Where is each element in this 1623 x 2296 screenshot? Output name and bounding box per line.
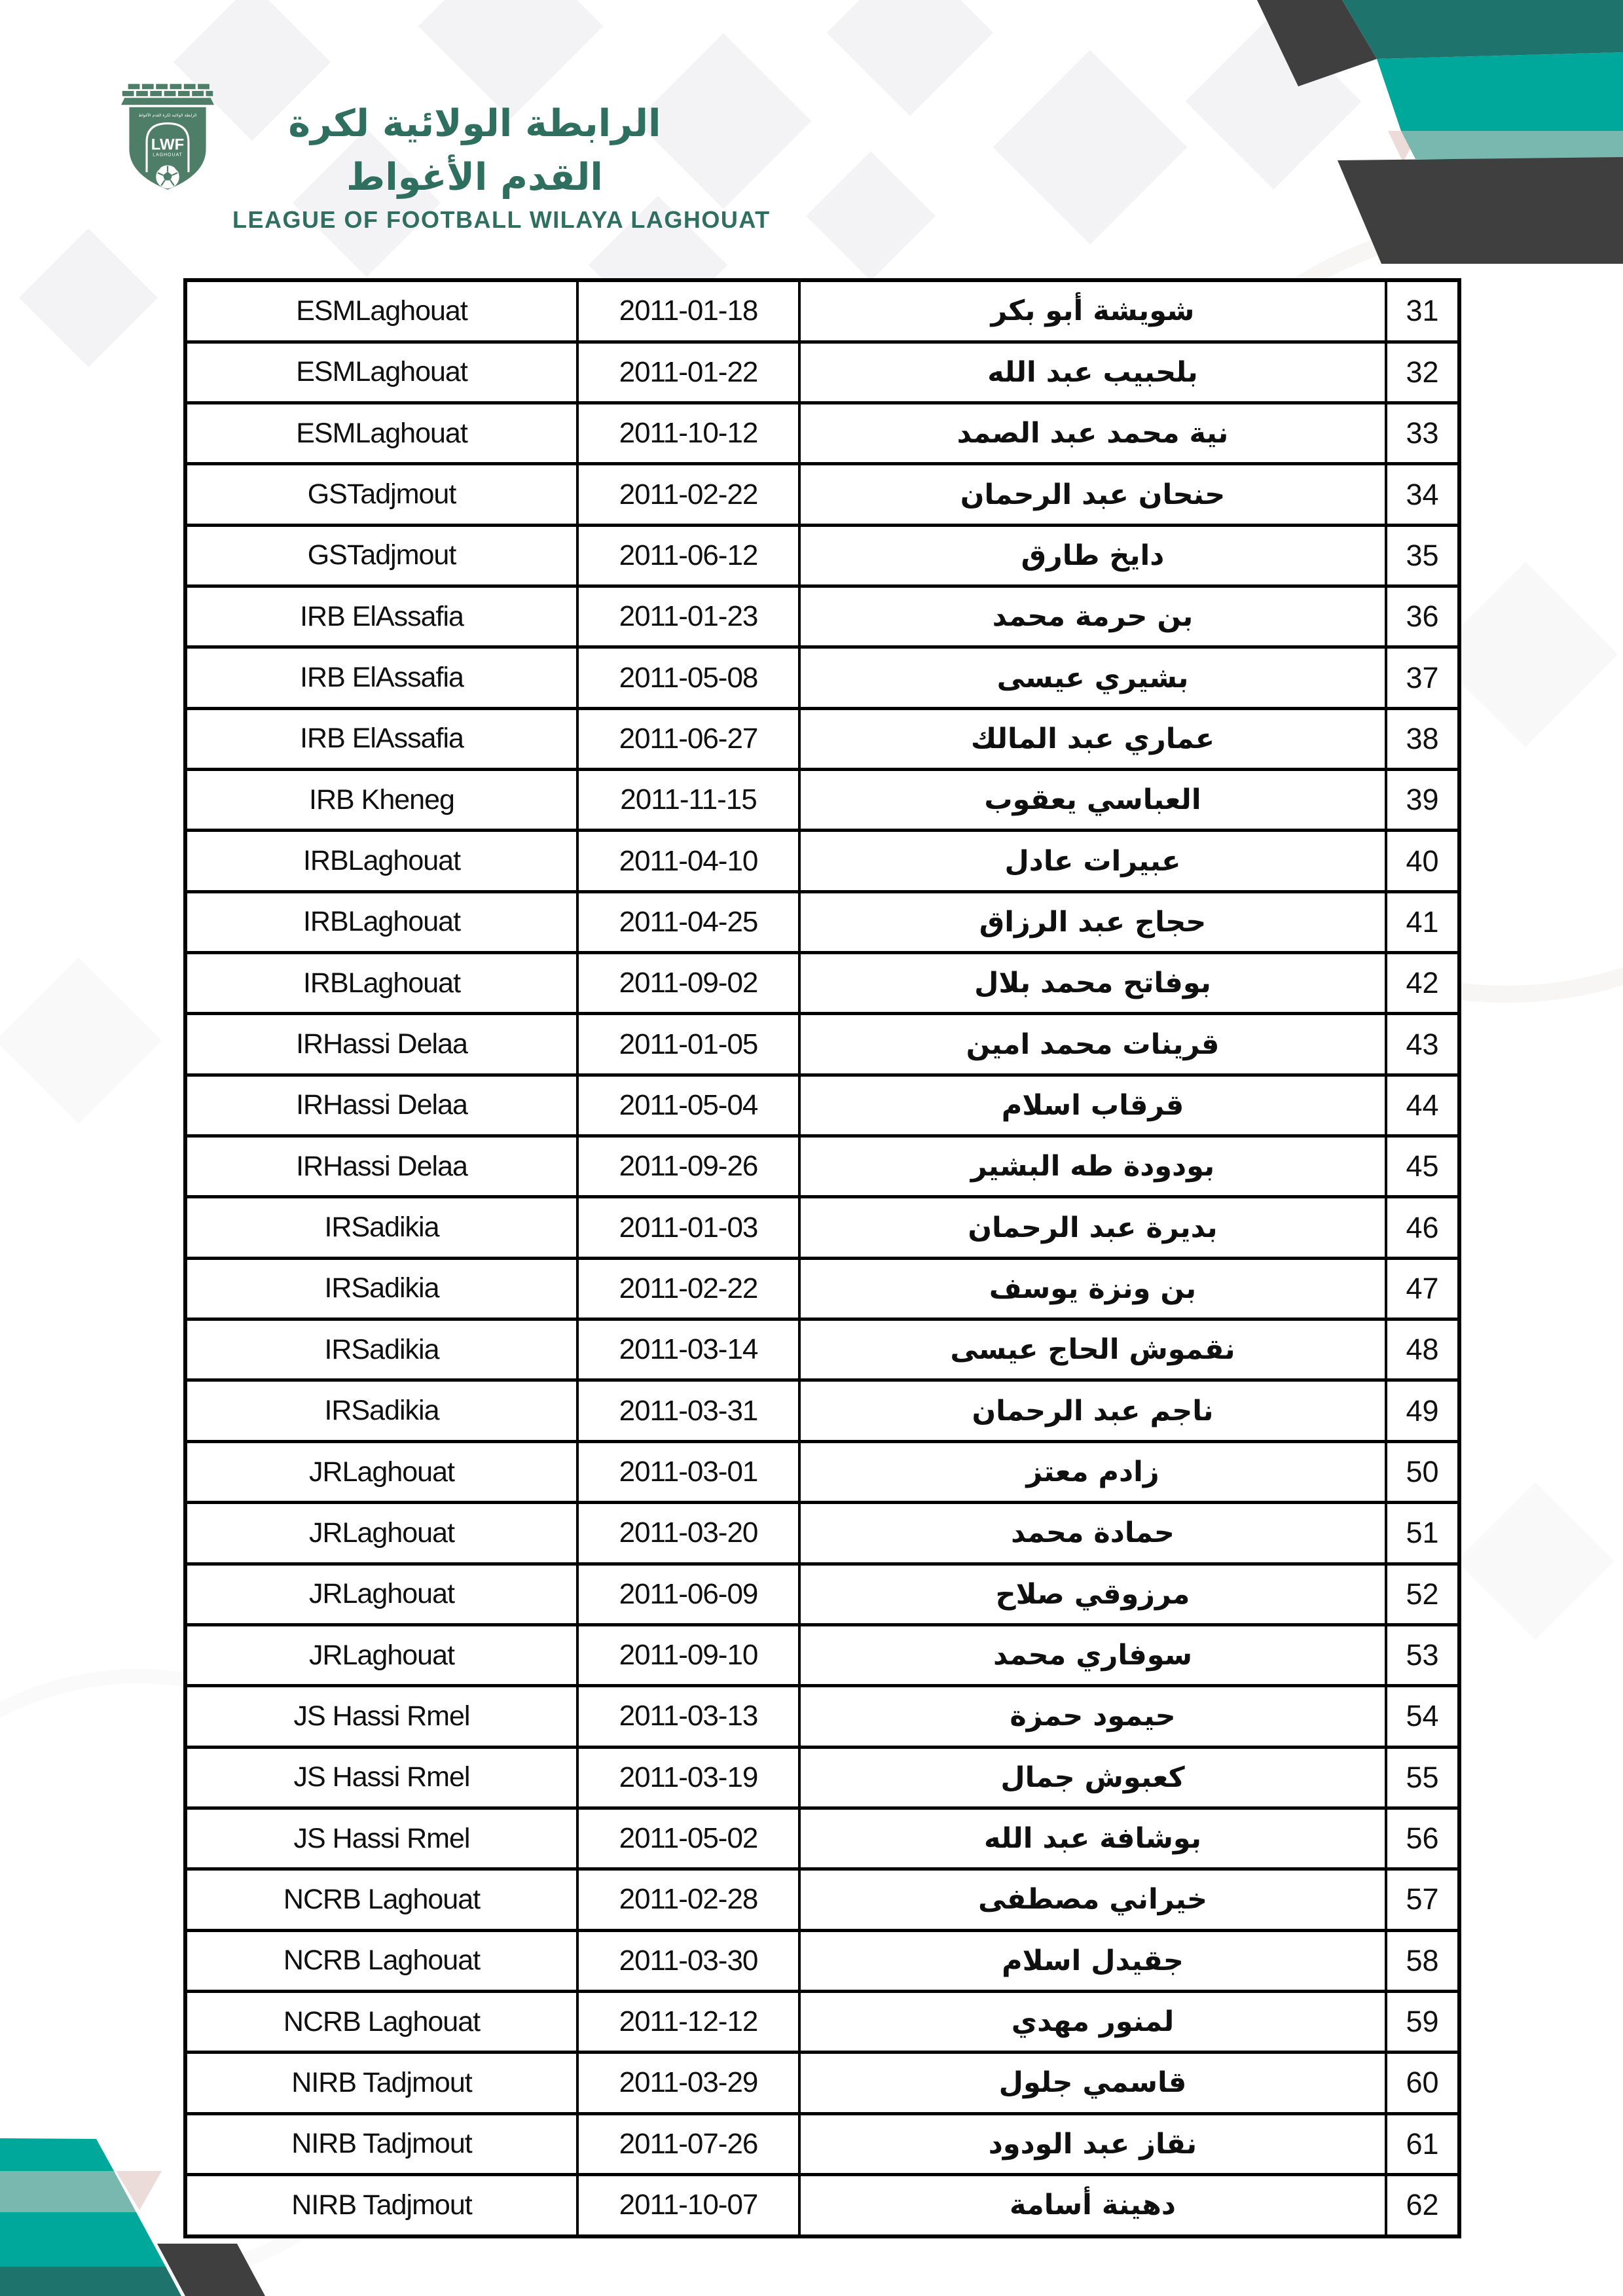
table-row [185,770,1459,831]
cell-number: 62 [1386,2174,1459,2236]
cell-date: 2011-03-01 [577,1441,799,1502]
cell-name: بديرة عبد الرحمان [799,1197,1386,1258]
cell-name: عبيرات عادل [799,831,1386,891]
table-row [185,1136,1459,1197]
cell-name: دهينة أسامة [799,2174,1386,2236]
cell-date: 2011-01-05 [577,1014,799,1075]
cell-club: GSTadjmout [185,525,577,586]
cell-name: حنحان عبد الرحمان [799,464,1386,525]
cell-date: 2011-05-02 [577,1808,799,1869]
cell-date: 2011-01-23 [577,586,799,647]
cell-name: حمادة محمد [799,1503,1386,1564]
cell-club: NCRB Laghouat [185,1869,577,1930]
cell-number: 34 [1386,464,1459,525]
cell-number: 36 [1386,586,1459,647]
cell-number: 43 [1386,1014,1459,1075]
table-row [185,464,1459,525]
cell-name: بشيري عيسى [799,647,1386,708]
table-row [185,1441,1459,1502]
cell-club: JRLaghouat [185,1564,577,1624]
cell-number: 33 [1386,403,1459,463]
cell-name: لمنور مهدي [799,1991,1386,2052]
cell-number: 47 [1386,1258,1459,1319]
cell-date: 2011-11-15 [577,770,799,831]
cell-date: 2011-03-13 [577,1686,799,1747]
cell-name: بلحبيب عبد الله [799,342,1386,403]
cell-number: 32 [1386,342,1459,403]
table-row [185,1197,1459,1258]
cell-date: 2011-03-30 [577,1930,799,1991]
cell-club: NCRB Laghouat [185,1991,577,2052]
cell-club: NIRB Tadjmout [185,2113,577,2174]
cell-name: قرقاب اسلام [799,1075,1386,1136]
cell-number: 61 [1386,2113,1459,2174]
cell-club: IRSadikia [185,1380,577,1441]
cell-name: مرزوقي صلاح [799,1564,1386,1624]
cell-club: IRBLaghouat [185,953,577,1014]
cell-club: IRSadikia [185,1319,577,1380]
background-diamond [0,958,162,1124]
cell-number: 41 [1386,891,1459,952]
table-wrap [183,278,1461,2238]
cell-club: NIRB Tadjmout [185,2174,577,2236]
cell-date: 2011-03-31 [577,1380,799,1441]
cell-date: 2011-09-02 [577,953,799,1014]
cell-club: JS Hassi Rmel [185,1747,577,1808]
cell-number: 40 [1386,831,1459,891]
table-row [185,953,1459,1014]
cell-number: 57 [1386,1869,1459,1930]
cell-number: 51 [1386,1503,1459,1564]
cell-club: JS Hassi Rmel [185,1686,577,1747]
cell-club: JRLaghouat [185,1624,577,1685]
cell-number: 54 [1386,1686,1459,1747]
cell-date: 2011-04-25 [577,891,799,952]
table-row [185,342,1459,403]
cell-name: نية محمد عبد الصمد [799,403,1386,463]
cell-name: العباسي يعقوب [799,770,1386,831]
cell-date: 2011-05-08 [577,647,799,708]
cell-name: بن حرمة محمد [799,586,1386,647]
cell-date: 2011-03-14 [577,1319,799,1380]
cell-club: IRBLaghouat [185,891,577,952]
table-row [185,1869,1459,1930]
cell-club: IRBLaghouat [185,831,577,891]
cell-date: 2011-02-22 [577,464,799,525]
cell-club: JS Hassi Rmel [185,1808,577,1869]
cell-club: IRB ElAssafia [185,708,577,769]
players-table [183,278,1461,2238]
background-diamond [1457,1482,1614,1640]
cell-name: ناجم عبد الرحمان [799,1380,1386,1441]
table-row [185,1075,1459,1136]
cell-name: سوفاري محمد [799,1624,1386,1685]
cell-number: 42 [1386,953,1459,1014]
cell-date: 2011-03-29 [577,2053,799,2113]
cell-number: 39 [1386,770,1459,831]
logo-crest-top-text: الرابطة الولائية لكرة القدم الأغواط [138,113,197,118]
table-row [185,1747,1459,1808]
cell-date: 2011-02-22 [577,1258,799,1319]
cell-date: 2011-03-20 [577,1503,799,1564]
cell-club: IRHassi Delaa [185,1014,577,1075]
cell-number: 48 [1386,1319,1459,1380]
cell-club: JRLaghouat [185,1503,577,1564]
table-row [185,2053,1459,2113]
table-row [185,831,1459,891]
table-row [185,1258,1459,1319]
cell-club: IRSadikia [185,1197,577,1258]
cell-number: 37 [1386,647,1459,708]
cell-club: NIRB Tadjmout [185,2053,577,2113]
cell-name: حيمود حمزة [799,1686,1386,1747]
table-row [185,2113,1459,2174]
cell-club: JRLaghouat [185,1441,577,1502]
cell-club: IRB Kheneg [185,770,577,831]
cell-club: ESMLaghouat [185,342,577,403]
cell-club: IRSadikia [185,1258,577,1319]
cell-date: 2011-10-12 [577,403,799,463]
table-row [185,1319,1459,1380]
table-row [185,1564,1459,1624]
table-row [185,280,1459,342]
cell-name: عماري عبد المالك [799,708,1386,769]
cell-club: IRHassi Delaa [185,1136,577,1197]
cell-number: 56 [1386,1808,1459,1869]
cell-number: 44 [1386,1075,1459,1136]
table-row [185,1930,1459,1991]
cell-number: 45 [1386,1136,1459,1197]
cell-date: 2011-01-22 [577,342,799,403]
table-row [185,586,1459,647]
cell-name: زادم معتز [799,1441,1386,1502]
cell-name: بوشافة عبد الله [799,1808,1386,1869]
cell-club: IRB ElAssafia [185,647,577,708]
cell-date: 2011-03-19 [577,1747,799,1808]
cell-date: 2011-10-07 [577,2174,799,2236]
cell-date: 2011-12-12 [577,1991,799,2052]
table-row [185,1624,1459,1685]
cell-date: 2011-05-04 [577,1075,799,1136]
cell-name: قاسمي جلول [799,2053,1386,2113]
cell-date: 2011-06-09 [577,1564,799,1624]
cell-date: 2011-04-10 [577,831,799,891]
cell-name: جقيدل اسلام [799,1930,1386,1991]
cell-date: 2011-09-26 [577,1136,799,1197]
cell-name: شويشة أبو بكر [799,280,1386,342]
logo-abbr: LWF [151,135,185,154]
table-row [185,1991,1459,2052]
cell-date: 2011-06-12 [577,525,799,586]
cell-club: IRB ElAssafia [185,586,577,647]
organization-title-english: LEAGUE OF FOOTBALL WILAYA LAGHOUAT [232,206,771,233]
table-row [185,1686,1459,1747]
cell-name: دايخ طارق [799,525,1386,586]
cell-number: 35 [1386,525,1459,586]
cell-club: IRHassi Delaa [185,1075,577,1136]
table-row [185,891,1459,952]
cell-club: ESMLaghouat [185,280,577,342]
cell-name: نقموش الحاج عيسى [799,1319,1386,1380]
players-table-body [185,280,1459,2236]
cell-name: نقاز عبد الودود [799,2113,1386,2174]
cell-name: حجاج عبد الرزاق [799,891,1386,952]
cell-name: بن ونزة يوسف [799,1258,1386,1319]
cell-name: قرينات محمد امين [799,1014,1386,1075]
header [0,0,1623,281]
cell-name: بوفاتح محمد بلال [799,953,1386,1014]
cell-name: بودودة طه البشير [799,1136,1386,1197]
cell-club: NCRB Laghouat [185,1930,577,1991]
table-row [185,1380,1459,1441]
cell-name: كعبوش جمال [799,1747,1386,1808]
table-row [185,1808,1459,1869]
cell-number: 60 [1386,2053,1459,2113]
cell-date: 2011-07-26 [577,2113,799,2174]
cell-name: خيراني مصطفى [799,1869,1386,1930]
cell-date: 2011-02-28 [577,1869,799,1930]
cell-number: 38 [1386,708,1459,769]
lwf-laghouat-logo-icon [121,84,214,200]
table-row [185,1503,1459,1564]
table-row [185,525,1459,586]
cell-number: 59 [1386,1991,1459,2052]
table-row [185,1014,1459,1075]
cell-date: 2011-06-27 [577,708,799,769]
cell-number: 50 [1386,1441,1459,1502]
cell-number: 55 [1386,1747,1459,1808]
cell-number: 49 [1386,1380,1459,1441]
logo-abbr-sub: LAGHOUAT [153,152,183,158]
cell-date: 2011-01-18 [577,280,799,342]
cell-club: GSTadjmout [185,464,577,525]
organization-title-arabic: الرابطة الولائية لكرة القدم الأغواط [288,102,661,199]
table-row [185,2174,1459,2236]
cell-number: 53 [1386,1624,1459,1685]
cell-number: 52 [1386,1564,1459,1624]
cell-club: ESMLaghouat [185,403,577,463]
cell-date: 2011-09-10 [577,1624,799,1685]
cell-number: 46 [1386,1197,1459,1258]
table-row [185,403,1459,463]
cell-date: 2011-01-03 [577,1197,799,1258]
cell-number: 31 [1386,280,1459,342]
table-row [185,708,1459,769]
cell-number: 58 [1386,1930,1459,1991]
table-row [185,647,1459,708]
